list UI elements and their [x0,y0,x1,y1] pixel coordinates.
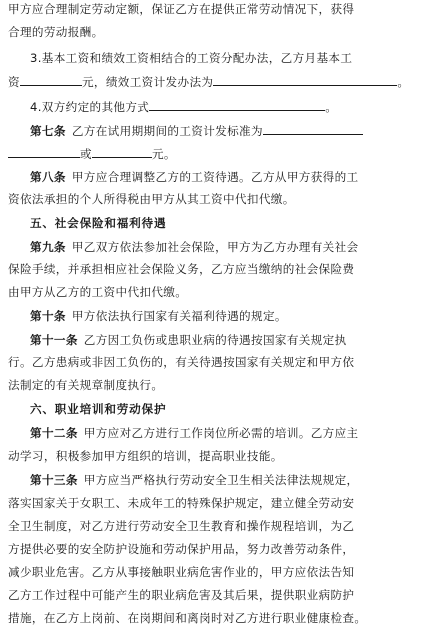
text-fragment: 甲乙双方依法参加社会保险，甲方为乙方办理有关社会 [71,240,359,254]
article-8-title: 第八条 [30,170,66,184]
text-line: 3.基本工资和绩效工资相结合的工资分配办法，乙方月基本工 [30,51,353,65]
article-11-line [8,331,428,349]
article-11-title: 第十一条 [30,333,78,347]
text-fragment: 4.双方约定的其他方式 [30,100,150,114]
text-line: 合理的劳动报酬。 [8,25,104,39]
text-line: 措施，在乙方上岗前、在岗期间和离岗时对乙方进行职业健康检查。 [8,611,367,625]
text-fragment: 甲方应对乙方进行工作岗位所必需的培训。乙方应主 [83,426,359,440]
text-fragment: 元，绩效工资计发办法为 [81,75,214,89]
other-method-blank [149,97,325,111]
article-8-line [8,168,428,186]
text-fragment: 乙方在试用期期间的工资计发标准为 [71,124,263,138]
article-7-line-2 [8,144,428,163]
article-9-line [8,238,428,256]
text-line: 法制定的有关规章制度执行。 [8,378,164,392]
article-7-line [8,121,428,140]
probation-amount-blank [92,144,152,158]
base-salary-blank [20,72,82,86]
text-fragment: 甲方依法执行国家有关福利待遇的规定。 [71,309,287,323]
article-13-title: 第十三条 [30,473,78,487]
article-12-line [8,424,428,442]
article-7-title: 第七条 [30,124,66,138]
text-fragment: 或 [80,147,92,161]
text-line: 全卫生制度，对乙方进行劳动安全卫生教育和操作规程培训，为乙 [8,519,355,533]
text-line: 资依法承担的个人所得税由甲方从其工资中代扣代缴。 [8,192,295,206]
text-line: 保险手续，并承担相应社会保险义务，乙方应当缴纳的社会保险费 [8,262,355,276]
text-fragment: 甲方应当严格执行劳动安全卫生相关法律法规规定， [83,473,359,487]
performance-pay-blank [213,72,397,86]
probation-alt-blank [8,144,80,158]
text-fragment: 资 [8,75,20,89]
article-9-title: 第九条 [30,240,66,254]
text-fragment: 甲方应合理调整乙方的工资待遇。乙方从甲方获得的工 [71,170,359,184]
text-line: 方提供必要的安全防护设施和劳动保护用品，努力改善劳动条件， [8,542,355,556]
text-fragment: 元。 [151,147,176,161]
base-salary-line [8,72,428,91]
probation-salary-blank [263,121,363,135]
text-fragment: 。 [325,100,338,114]
other-method-line [8,97,428,116]
text-fragment: 。 [397,75,410,89]
section-5-heading: 五、社会保险和福利待遇 [30,216,167,230]
text-line: 动学习，积极参加甲方组织的培训，提高职业技能。 [8,449,283,463]
text-line: 落实国家关于女职工、未成年工的特殊保护规定，建立健全劳动安 [8,496,355,510]
section-6-heading: 六、职业培训和劳动保护 [30,402,167,416]
text-fragment: 乙方因工负伤或患职业病的待遇按国家有关规定执 [83,333,347,347]
text-line: 甲方应合理制定劳动定额，保证乙方在提供正常劳动情况下，获得 [8,2,355,16]
article-12-title: 第十二条 [30,426,78,440]
text-line: 乙方工作过程中可能产生的职业病危害及其后果，提供职业病防护 [8,588,355,602]
text-line: 由甲方从乙方的工资中代扣代缴。 [8,285,188,299]
text-line: 行。乙方患病或非因工负伤的，有关待遇按国家有关规定和甲方依 [8,355,355,369]
article-13-line [8,471,428,489]
article-10-title: 第十条 [30,309,66,323]
text-line: 减少职业危害。乙方从事接触职业病危害作业的，甲方应依法告知 [8,565,355,579]
article-10-line [8,307,428,325]
